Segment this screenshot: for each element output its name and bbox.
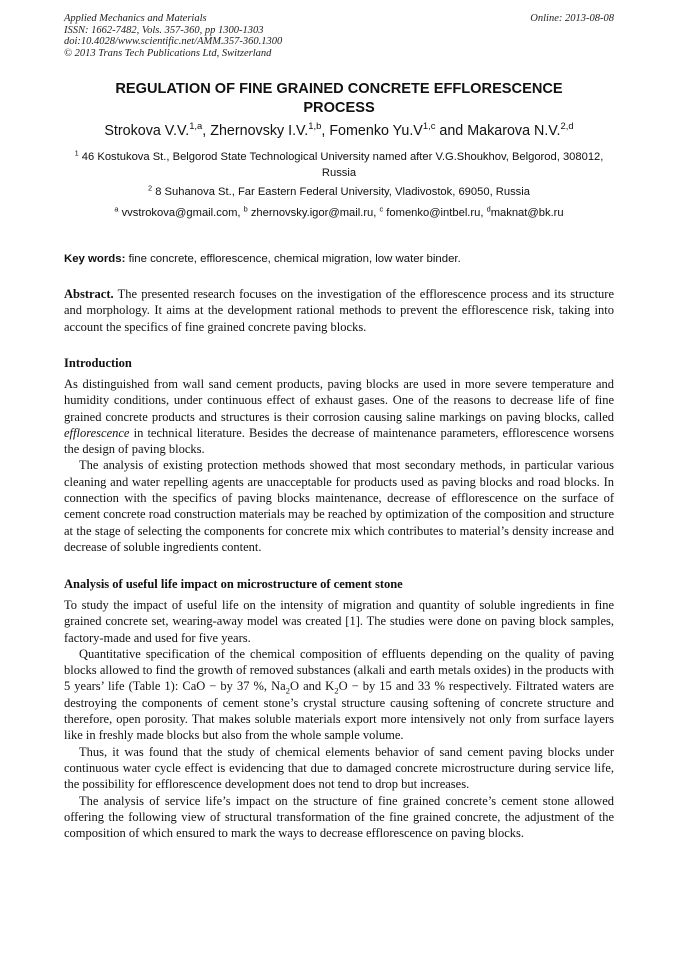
affiliation-2: $^2$ 8 Suhanova St., Far Eastern Federal University, Vladivostok, 69050, Russia (148, 183, 530, 198)
author-name: Fomenko Yu.V (329, 123, 423, 139)
email-link[interactable]: zhernovsky.igor@mail.ru, (247, 207, 380, 219)
paragraph: The analysis of existing protection methods showed that most secondary methods, in particular various cleaning and water repelling agents are unacceptable for products used as paving blocks and road blocks. In connection with the specifics of paving blocks maintenance, decrease of efflorescence on the surface of cement concrete road construction materials may be reached by optimization of the composition and structure at the stage of selecting the components for concrete mix which contributes to material’s density increase and decrease of soluble ingredients content. (64, 458, 614, 554)
emphasis-term: efflorescence (64, 425, 130, 440)
journal-name: Applied Mechanics and Materials (64, 13, 207, 24)
paragraph: To study the impact of useful life on the intensity of migration and quantity of soluble ingredients in fine grained concrete set, wearing-away model was created [1]. The studies were done on paving block samples, factory-made and used for five years. (64, 598, 614, 645)
email-link[interactable]: vvstrokova@gmail.com, (118, 207, 244, 219)
paragraph: As distinguished from wall sand cement products, paving blocks are used in more severe temperature and humidity conditions, under continuous effect of exhaust gases. One of the reasons to decrease life of fine grained concrete products and structures is their corrosion causing saline markings on paving blocks, called efflorescence in technical literature. Besides the decrease of maintenance parameters, efflorescence worsens the design of paving blocks. (64, 377, 614, 457)
section-heading-analysis: Analysis of useful life impact on microstructure of cement stone (64, 577, 403, 591)
author-affil-sup: 2,d (560, 120, 574, 132)
keywords-text: fine concrete, efflorescence, chemical migration, low water binder. (125, 253, 461, 265)
copyright-line: © 2013 Trans Tech Publications Ltd, Switzerland (64, 47, 272, 59)
online-date: Online: 2013-08-08 (530, 13, 614, 24)
author-affil-sup: 1,c (422, 120, 436, 132)
paragraph: The analysis of service life’s impact on the structure of fine grained concrete’s cement stone allowed offering the following view of structural transformation of the fine grained concrete, the adjustment of the composition of which ensured to mark the ways to decrease efflorescence on paving blocks. (64, 793, 614, 841)
author-list: Strokova V.V.$^{1,a}$, Zhernovsky I.V.$^{1,b}$, Fomenko $Yu.V^{1,c}$ and Makarova N.V.$^{2,d}$ (104, 120, 574, 139)
email-list: $^a$ vvstrokova@gmail.com, $^b$ zhernovsky.igor@mail.ru, $^c$ fomenko@intbel.ru, $^d$maknat@bk.ru (114, 204, 564, 219)
abstract (64, 286, 614, 335)
keywords-label: Key words: (64, 253, 126, 265)
issn-line: ISSN: 1662-7482, Vols. 357-360, pp 1300-1303 (64, 24, 264, 36)
keywords (64, 252, 624, 267)
email-link[interactable]: fomenko@intbel.ru, (383, 207, 487, 219)
author-affil-sup: 1,a (189, 120, 203, 132)
author-name: Makarova N.V. (467, 123, 561, 139)
author-name: Strokova V.V. (104, 123, 190, 139)
abstract-label: Abstract. (64, 287, 114, 301)
email-link[interactable]: maknat@bk.ru (490, 207, 564, 219)
introduction-body (64, 376, 614, 555)
author-affil-sup: 1,b (308, 120, 322, 132)
paragraph: Quantitative specification of the chemical composition of effluents depending on the quality of paving blocks allowed to find the growth of removed substances (alkali and earth metals oxides) in the products with 5 years’ life (Table 1): CaO − by 37 %, $Na_2O$ and $K_2O$ − by 15 and 33 % respectively. Filtrated waters are destroying the components of cement stone’s crystal structure causing softening of concrete structure and therefore, open porosity. That makes soluble materials export more intensively not only from surface layers like in freshly made blocks but also from the whole sample volume. (64, 646, 614, 743)
paragraph: Thus, it was found that the study of chemical elements behavior of sand cement paving blocks under continuous water cycle effect is evidencing that due to damaged concrete microstructure during service life, the possibility for efflorescence development does not tend to drop but increases. (64, 744, 614, 792)
section-heading-introduction: Introduction (64, 356, 132, 370)
journal-header (64, 13, 282, 59)
paper-title: REGULATION OF FINE GRAINED CONCRETE EFFLORESCENCE PROCESS (115, 81, 563, 116)
abstract-text: The presented research focuses on the investigation of the efflorescence process and its structure and morphology. It aims at the development rational methods to prevent the efflorescence risk, taking into account the specifics of fine grained concrete paving blocks. (64, 287, 614, 334)
doi-line: doi:10.4028/www.scientific.net/AMM.357-360.1300 (64, 36, 283, 47)
author-name: Zhernovsky I.V. (210, 123, 309, 139)
affiliation-1: $^1$ 46 Kostukova St., Belgorod State Technological University named after V.G.Shoukhov, Belgorod, 308012, Russia (74, 148, 604, 179)
analysis-body (64, 597, 614, 841)
